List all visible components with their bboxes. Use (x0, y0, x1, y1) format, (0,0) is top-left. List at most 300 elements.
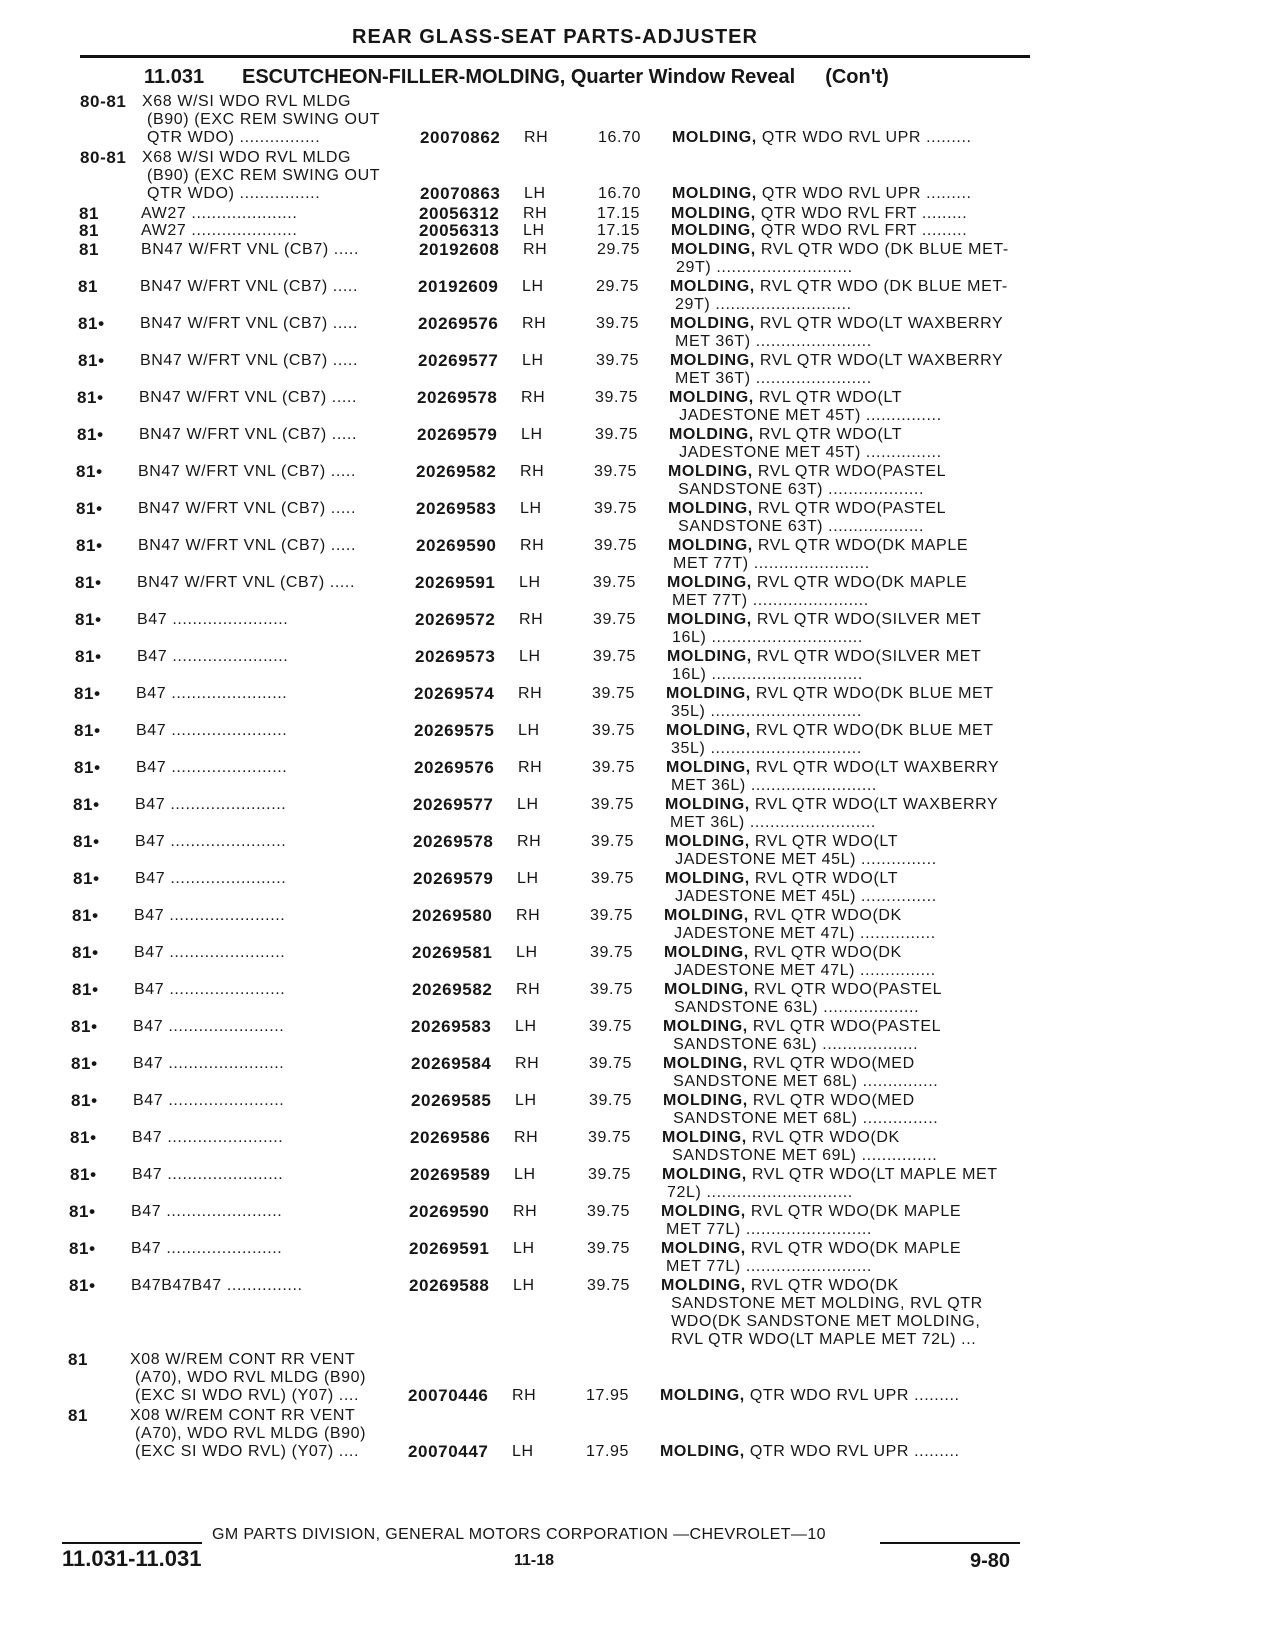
row-price: 17.95 (586, 1443, 630, 1460)
row-part-number: 20269588 (409, 1276, 490, 1295)
row-description-text: MET 36T) ....................... (670, 333, 872, 350)
row-description-line (661, 1202, 961, 1221)
row-side: RH (518, 759, 543, 776)
row-description-line (664, 998, 919, 1017)
row-year: 81• (76, 536, 103, 555)
row-description-line (672, 184, 972, 203)
page-header (80, 26, 1030, 49)
row-description-line (663, 1109, 938, 1128)
row-year: 81• (78, 351, 105, 370)
row-year: 81• (74, 758, 101, 777)
row-description-lead: MOLDING, (663, 1055, 748, 1072)
row-description-text: QTR WDO RVL UPR ......... (756, 185, 972, 202)
row-year: 80-81 (80, 148, 127, 167)
row-description-text: 72L) ............................. (662, 1184, 853, 1201)
row-model-line: B47 ....................... (137, 611, 289, 628)
row-year: 81• (78, 314, 105, 333)
row-description-line (665, 832, 898, 851)
row-description-text: MET 77L) ......................... (661, 1258, 872, 1275)
row-description-lead: MOLDING, (668, 500, 753, 517)
row-description-line (668, 554, 870, 573)
row-side: LH (516, 944, 538, 961)
row-model-line: B47 ....................... (132, 1166, 284, 1183)
row-price: 39.75 (589, 1055, 633, 1072)
row-model-line: BN47 W/FRT VNL (CB7) ..... (138, 463, 357, 480)
row-year: 81• (73, 832, 100, 851)
row-description-line (667, 591, 869, 610)
row-year: 81• (77, 425, 104, 444)
row-description-text: RVL QTR WDO(LT WAXBERRY (754, 352, 1004, 369)
row-description-lead: MOLDING, (666, 685, 751, 702)
row-year: 81• (74, 721, 101, 740)
row-description-line (666, 702, 862, 721)
row-description-text: 35L) .............................. (666, 703, 862, 720)
row-model-line: (B90) (EXC REM SWING OUT (142, 111, 381, 128)
row-description-text: RVL QTR WDO (DK BLUE MET- (755, 241, 1009, 258)
section-heading (144, 66, 889, 89)
row-description-line (661, 1239, 961, 1258)
row-model-line: (EXC SI WDO RVL) (Y07) .... (130, 1387, 359, 1404)
row-description-lead: MOLDING, (671, 241, 756, 258)
row-description-text: SANDSTONE 63L) ................... (663, 1036, 919, 1053)
row-description-text: RVL QTR WDO(DK MAPLE (751, 574, 968, 591)
row-description-lead: MOLDING, (664, 944, 749, 961)
row-description-line (671, 221, 967, 240)
row-description-line (664, 980, 942, 999)
row-description-text: 16L) .............................. (667, 666, 863, 683)
row-description-line (670, 314, 1003, 333)
row-description-line (666, 739, 862, 758)
row-description-text: JADESTONE MET 47L) ............... (664, 962, 936, 979)
row-model-line: B47 ....................... (134, 907, 286, 924)
row-description-text: RVL QTR WDO(MED (747, 1055, 915, 1072)
row-side: LH (517, 870, 539, 887)
row-model-line: X08 W/REM CONT RR VENT (130, 1407, 356, 1424)
row-description-text: SANDSTONE MET 69L) ............... (662, 1147, 938, 1164)
row-price: 39.75 (589, 1018, 633, 1035)
row-description-lead: MOLDING, (662, 1166, 747, 1183)
row-price: 39.75 (595, 426, 639, 443)
row-price: 17.15 (597, 205, 641, 222)
row-year: 81• (75, 647, 102, 666)
row-description-line (661, 1220, 872, 1239)
row-description-line (667, 647, 981, 666)
row-description-line (668, 499, 946, 518)
row-model-line: QTR WDO) ................ (142, 185, 321, 202)
row-year: 81• (70, 1165, 97, 1184)
row-description-lead: MOLDING, (664, 981, 749, 998)
row-description-text: RVL QTR WDO(LT WAXBERRY (749, 796, 999, 813)
row-description-text: RVL QTR WDO(MED (747, 1092, 915, 1109)
row-side: RH (515, 1055, 540, 1072)
row-price: 39.75 (593, 648, 637, 665)
row-description-text: RVL QTR WDO(LT (753, 426, 903, 443)
row-description-line (665, 795, 998, 814)
row-price: 39.75 (592, 759, 636, 776)
row-model-line: BN47 W/FRT VNL (CB7) ..... (138, 500, 357, 517)
row-description-text: SANDSTONE MET MOLDING, RVL QTR (661, 1295, 983, 1312)
row-part-number: 20269575 (414, 721, 495, 740)
row-description-line (667, 610, 981, 629)
row-side: LH (518, 722, 540, 739)
row-year: 81• (74, 684, 101, 703)
row-model-line: (B90) (EXC REM SWING OUT (142, 167, 381, 184)
row-part-number: 20192608 (419, 240, 500, 259)
row-description-line (664, 924, 936, 943)
row-price: 39.75 (596, 352, 640, 369)
row-model-line: B47 ....................... (131, 1240, 283, 1257)
row-model-line: BN47 W/FRT VNL (CB7) ..... (141, 241, 360, 258)
row-model-line: B47B47B47 ............... (131, 1277, 303, 1294)
row-price: 39.75 (587, 1203, 631, 1220)
row-side: LH (519, 648, 541, 665)
row-part-number: 20269576 (414, 758, 495, 777)
row-side: RH (523, 205, 548, 222)
row-price: 39.75 (589, 1092, 633, 1109)
row-description-line (669, 443, 942, 462)
row-side: RH (518, 685, 543, 702)
row-description-line (663, 1017, 941, 1036)
row-price: 39.75 (591, 833, 635, 850)
row-model-line: (A70), WDO RVL MLDG (B90) (130, 1425, 367, 1442)
row-description-text: SANDSTONE MET 68L) ............... (663, 1073, 939, 1090)
row-part-number: 20269591 (415, 573, 496, 592)
row-description-text: RVL QTR WDO(DK (748, 907, 902, 924)
row-description-line (670, 295, 852, 314)
row-description-lead: MOLDING, (667, 611, 752, 628)
row-description-lead: MOLDING, (667, 574, 752, 591)
page-footer (62, 1526, 1022, 1586)
footer-page-number: 11-18 (514, 1552, 555, 1569)
row-description-text: RVL QTR WDO(PASTEL (747, 1018, 942, 1035)
row-model-line: B47 ....................... (136, 722, 288, 739)
row-side: LH (523, 222, 545, 239)
row-description-lead: MOLDING, (672, 185, 757, 202)
row-model-line: B47 ....................... (134, 944, 286, 961)
row-description-line (666, 721, 994, 740)
row-description-lead: MOLDING, (670, 315, 755, 332)
row-side: LH (520, 500, 542, 517)
row-year: 81• (73, 869, 100, 888)
row-description-text: RVL QTR WDO(DK MAPLE (752, 537, 969, 554)
row-description-lead: MOLDING, (661, 1203, 746, 1220)
row-description-text: RVL QTR WDO(LT WAXBERRY (754, 315, 1004, 332)
footer-rule-right (880, 1542, 1020, 1544)
row-description-lead: MOLDING, (662, 1129, 747, 1146)
row-description-lead: MOLDING, (671, 205, 756, 222)
header-rule (80, 55, 1030, 58)
row-price: 39.75 (595, 389, 639, 406)
row-year: 81 (79, 221, 100, 240)
row-model-line: BN47 W/FRT VNL (CB7) ..... (139, 426, 358, 443)
row-side: RH (514, 1129, 539, 1146)
row-description-line (664, 961, 936, 980)
row-part-number: 20269582 (412, 980, 493, 999)
row-model-line: AW27 ..................... (141, 205, 298, 222)
row-price: 29.75 (597, 241, 641, 258)
row-description-lead: MOLDING, (668, 537, 753, 554)
row-description-line (667, 628, 863, 647)
row-description-lead: MOLDING, (663, 1092, 748, 1109)
row-price: 39.75 (587, 1240, 631, 1257)
row-part-number: 20269589 (410, 1165, 491, 1184)
row-model-line: B47 ....................... (135, 870, 287, 887)
row-price: 39.75 (594, 537, 638, 554)
row-description-line (664, 906, 902, 925)
row-part-number: 20269576 (418, 314, 499, 333)
row-description-line (665, 887, 937, 906)
row-description-line (662, 1165, 998, 1184)
row-price: 39.75 (588, 1129, 632, 1146)
row-side: RH (524, 129, 549, 146)
row-description-lead: MOLDING, (660, 1443, 745, 1460)
row-year: 81• (69, 1276, 96, 1295)
row-model-line: B47 ....................... (136, 685, 288, 702)
row-model-line: BN47 W/FRT VNL (CB7) ..... (138, 537, 357, 554)
row-description-line (666, 684, 994, 703)
row-price: 29.75 (596, 278, 640, 295)
row-description-text: RVL QTR WDO(DK (745, 1277, 899, 1294)
row-year: 81 (68, 1350, 89, 1369)
row-description-text: RVL QTR WDO(DK MAPLE (745, 1203, 962, 1220)
row-description-text: WDO(DK SANDSTONE MET MOLDING, (661, 1313, 981, 1330)
row-year: 81• (71, 1054, 98, 1073)
row-description-text: RVL QTR WDO(SILVER MET (751, 611, 982, 628)
row-year: 81• (76, 499, 103, 518)
row-description-lead: MOLDING, (665, 870, 750, 887)
row-description-line (663, 1072, 938, 1091)
row-description-line (671, 240, 1009, 259)
row-description-text: RVL QTR WDO(DK (748, 944, 902, 961)
row-description-lead: MOLDING, (661, 1240, 746, 1257)
row-description-text: MET 36T) ....................... (670, 370, 872, 387)
footer-date: 9-80 (970, 1550, 1011, 1572)
row-price: 39.75 (592, 722, 636, 739)
row-description-text: 35L) .............................. (666, 740, 862, 757)
row-description-text: RVL QTR WDO(DK MAPLE (745, 1240, 962, 1257)
footer-range: 11.031-11.031 (62, 1546, 202, 1571)
row-year: 81• (72, 980, 99, 999)
row-description-line (662, 1183, 853, 1202)
row-side: RH (513, 1203, 538, 1220)
row-year: 81• (75, 610, 102, 629)
row-description-line (661, 1294, 983, 1313)
row-description-line (668, 517, 924, 536)
row-price: 39.75 (590, 907, 634, 924)
row-model-line: B47 ....................... (133, 1092, 285, 1109)
row-description-text: 29T) ........................... (671, 259, 853, 276)
row-side: RH (512, 1387, 537, 1404)
row-side: RH (521, 389, 546, 406)
row-side: LH (515, 1018, 537, 1035)
row-description-lead: MOLDING, (663, 1018, 748, 1035)
row-year: 81• (73, 795, 100, 814)
row-description-lead: MOLDING, (672, 129, 757, 146)
row-side: RH (516, 981, 541, 998)
row-description-line (661, 1276, 899, 1295)
row-side: LH (513, 1277, 535, 1294)
row-description-text: MET 77T) ....................... (668, 555, 870, 572)
row-price: 39.75 (593, 611, 637, 628)
row-part-number: 20269586 (410, 1128, 491, 1147)
row-description-text: RVL QTR WDO(LT (753, 389, 903, 406)
row-description-line (666, 758, 999, 777)
row-description-lead: MOLDING, (660, 1387, 745, 1404)
row-description-text: QTR WDO RVL UPR ......... (744, 1387, 960, 1404)
row-price: 17.95 (586, 1387, 630, 1404)
row-side: RH (520, 537, 545, 554)
row-description-line (669, 406, 942, 425)
row-price: 39.75 (594, 500, 638, 517)
row-description-line (663, 1035, 918, 1054)
row-description-text: 29T) ........................... (670, 296, 852, 313)
row-model-line: BN47 W/FRT VNL (CB7) ..... (140, 278, 359, 295)
row-description-text: MET 77L) ......................... (661, 1221, 872, 1238)
row-part-number: 20269590 (416, 536, 497, 555)
row-side: LH (514, 1166, 536, 1183)
row-model-line: BN47 W/FRT VNL (CB7) ..... (140, 352, 359, 369)
row-part-number: 20269585 (411, 1091, 492, 1110)
row-description-lead: MOLDING, (671, 222, 756, 239)
row-part-number: 20269574 (414, 684, 495, 703)
row-model-line: B47 ....................... (133, 1055, 285, 1072)
section-number: 11.031 (144, 66, 205, 88)
row-description-text: RVL QTR WDO(LT WAXBERRY (750, 759, 1000, 776)
row-price: 39.75 (591, 870, 635, 887)
row-part-number: 20269578 (417, 388, 498, 407)
row-description-lead: MOLDING, (664, 907, 749, 924)
row-description-text: RVL QTR WDO(LT MAPLE MET 72L) ... (661, 1331, 977, 1348)
row-description-text: RVL QTR WDO(PASTEL (752, 500, 947, 517)
footer-rule-left (62, 1542, 202, 1544)
row-description-line (668, 480, 924, 499)
row-part-number: 20070863 (420, 184, 501, 203)
row-description-text: SANDSTONE 63L) ................... (664, 999, 920, 1016)
row-part-number: 20269578 (413, 832, 494, 851)
row-description-text: RVL QTR WDO(DK (746, 1129, 900, 1146)
row-part-number: 20070862 (420, 128, 501, 147)
row-model-line: X08 W/REM CONT RR VENT (130, 1351, 356, 1368)
row-description-text: JADESTONE MET 45T) ............... (669, 407, 942, 424)
row-price: 39.75 (592, 685, 636, 702)
row-side: LH (524, 185, 546, 202)
row-description-lead: MOLDING, (670, 278, 755, 295)
row-year: 81• (75, 573, 102, 592)
row-year: 81 (79, 204, 100, 223)
row-year: 81• (72, 906, 99, 925)
row-side: LH (515, 1092, 537, 1109)
row-year: 81 (78, 277, 99, 296)
row-model-line: B47 ....................... (137, 648, 289, 665)
row-side: LH (519, 574, 541, 591)
row-description-line (671, 258, 853, 277)
row-description-line (665, 813, 876, 832)
row-description-line (662, 1128, 900, 1147)
row-model-line: B47 ....................... (136, 759, 288, 776)
section-continued: (Con't) (825, 66, 889, 88)
row-description-line (661, 1312, 980, 1331)
row-price: 39.75 (594, 463, 638, 480)
row-description-text: RVL QTR WDO(SILVER MET (751, 648, 982, 665)
row-description-text: RVL QTR WDO(PASTEL (748, 981, 943, 998)
row-description-lead: MOLDING, (661, 1277, 746, 1294)
row-part-number: 20070447 (408, 1442, 489, 1461)
row-model-line: B47 ....................... (135, 796, 287, 813)
row-side: LH (512, 1443, 534, 1460)
row-description-text: MET 36L) ......................... (666, 777, 877, 794)
row-description-line (661, 1257, 872, 1276)
row-description-text: SANDSTONE 63T) ................... (668, 481, 925, 498)
row-model-line: B47 ....................... (132, 1129, 284, 1146)
row-description-text: MET 36L) ......................... (665, 814, 876, 831)
row-model-line: QTR WDO) ................ (142, 129, 321, 146)
row-model-line: BN47 W/FRT VNL (CB7) ..... (140, 315, 359, 332)
row-year: 80-81 (80, 92, 127, 111)
row-description-lead: MOLDING, (666, 759, 751, 776)
row-part-number: 20269577 (418, 351, 499, 370)
row-price: 16.70 (598, 185, 642, 202)
row-part-number: 20269581 (412, 943, 493, 962)
row-side: LH (513, 1240, 535, 1257)
page-title: REAR GLASS-SEAT PARTS-ADJUSTER (352, 26, 758, 48)
row-part-number: 20269582 (416, 462, 497, 481)
row-part-number: 20269579 (413, 869, 494, 888)
row-part-number: 20269590 (409, 1202, 490, 1221)
row-year: 81• (69, 1239, 96, 1258)
row-side: RH (516, 907, 541, 924)
row-model-line: BN47 W/FRT VNL (CB7) ..... (139, 389, 358, 406)
row-side: LH (522, 278, 544, 295)
row-part-number: 20056313 (419, 221, 500, 240)
row-model-line: BN47 W/FRT VNL (CB7) ..... (137, 574, 356, 591)
row-description-line (665, 850, 937, 869)
row-description-line (670, 351, 1003, 370)
row-description-line (668, 462, 946, 481)
row-description-line (660, 1386, 960, 1405)
row-side: LH (517, 796, 539, 813)
row-price: 16.70 (598, 129, 642, 146)
row-description-line (665, 869, 898, 888)
section-title: ESCUTCHEON-FILLER-MOLDING, Quarter Window Reveal (242, 66, 796, 88)
row-description-line (668, 536, 968, 555)
row-description-line (666, 776, 877, 795)
row-description-text: RVL QTR WDO(LT (749, 833, 899, 850)
row-part-number: 20056312 (419, 204, 500, 223)
row-price: 39.75 (588, 1166, 632, 1183)
row-part-number: 20269573 (415, 647, 496, 666)
row-part-number: 20269584 (411, 1054, 492, 1073)
row-description-lead: MOLDING, (666, 722, 751, 739)
row-part-number: 20269577 (413, 795, 494, 814)
row-side: RH (519, 611, 544, 628)
row-description-text: RVL QTR WDO(PASTEL (752, 463, 947, 480)
row-side: RH (522, 315, 547, 332)
row-description-line (667, 665, 863, 684)
row-description-text: JADESTONE MET 45T) ............... (669, 444, 942, 461)
row-model-line: AW27 ..................... (141, 222, 298, 239)
row-description-line (660, 1442, 960, 1461)
row-year: 81 (79, 240, 100, 259)
footer-division: GM PARTS DIVISION, GENERAL MOTORS CORPORATION —CHEVROLET—10 (212, 1526, 826, 1543)
row-side: RH (517, 833, 542, 850)
row-description-text: QTR WDO RVL FRT ......... (755, 222, 968, 239)
row-price: 39.75 (593, 574, 637, 591)
row-description-text: RVL QTR WDO(LT MAPLE MET (746, 1166, 998, 1183)
row-description-text: RVL QTR WDO (DK BLUE MET- (754, 278, 1008, 295)
row-description-line (662, 1146, 937, 1165)
row-description-text: QTR WDO RVL UPR ......... (744, 1443, 960, 1460)
row-model-line: B47 ....................... (133, 1018, 285, 1035)
